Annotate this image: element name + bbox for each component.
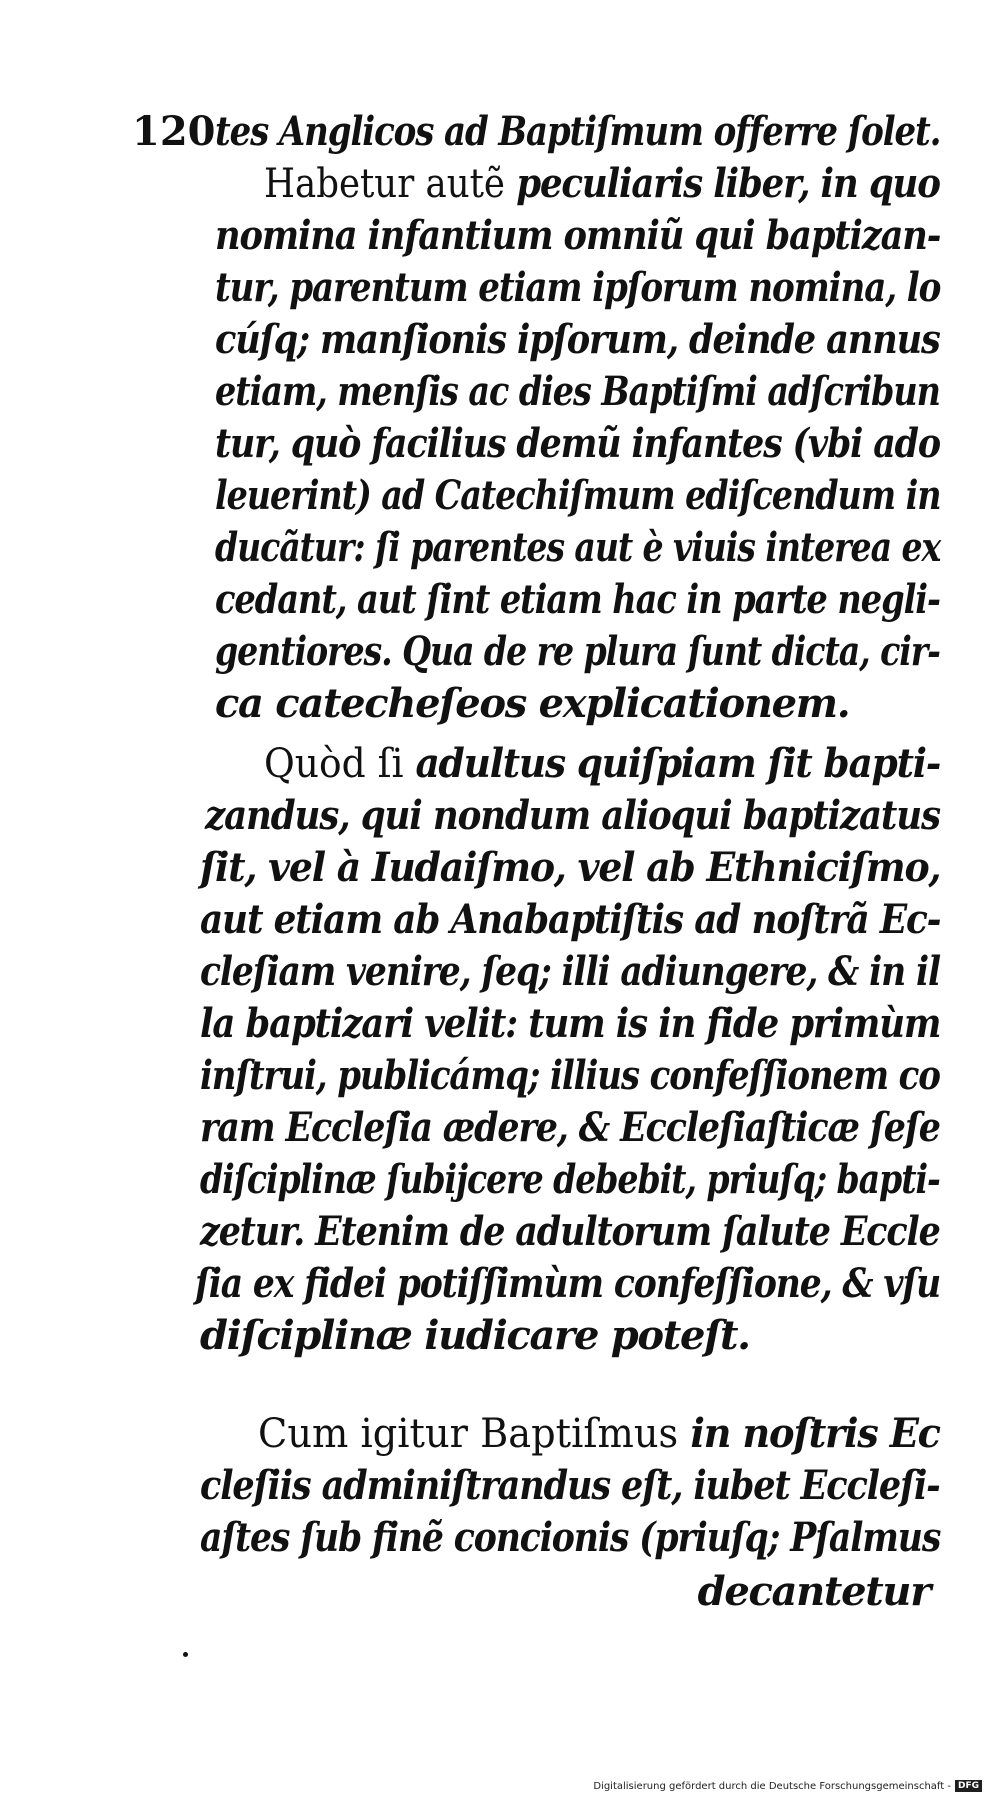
ink-speck (183, 1652, 188, 1657)
paragraph-2-line-12: diſciplinæ iudicare poteſt. (200, 1312, 750, 1359)
paragraph-3-line-1-text: in noſtris Ec (690, 1410, 940, 1457)
paragraph-2-line-11: ſia ex fidei potiſſimùm confeſſione, & vſu (195, 1260, 941, 1307)
digitization-footer (593, 1780, 982, 1792)
dfg-logo: DFG (955, 1780, 982, 1792)
paragraph-1-line-4: cúſq; manſionis ipſorum, deinde annus (215, 316, 940, 363)
paragraph-2-line-1-text: adultus quiſpiam ſit bapti- (415, 740, 941, 787)
paragraph-2-line-8: ram Eccleſia ædere, & Eccleſiaſticæ ſeſe (200, 1104, 940, 1151)
paragraph-2-line-7: inſtrui, publicámq; illius confeſſionem co (200, 1052, 940, 1099)
paragraph-1-line-1 (264, 158, 940, 210)
paragraph-3-line-3: aſtes ſub finẽ concionis (priuſq; Pſalmus (200, 1514, 941, 1561)
paragraph-3-line-2: cleſiis adminiſtrandus eſt, iubet Eccleſi- (200, 1462, 940, 1509)
paragraph-1-line-2: nomina infantium omniũ qui baptizan- (215, 212, 941, 259)
paragraph-2-line-10: zetur. Etenim de adultorum ſalute Eccle (200, 1208, 940, 1255)
paragraph-1-line-6: tur, quò facilius demũ infantes (vbi ado (215, 420, 940, 467)
paragraph-2-line-1 (264, 738, 940, 790)
paragraph-2-roman-start: Quòd ſi (264, 741, 416, 787)
paragraph-1-line-3: tur, parentum etiam ipſorum nomina, lo (215, 264, 941, 311)
paragraph-2-line-3: ſit, vel à Iudaiſmo, vel ab Ethniciſmo, (200, 844, 941, 891)
paragraph-1-line-10: gentiores. Qua de re plura ſunt dicta, cir- (215, 628, 940, 675)
paragraph-1-line-7: leuerint) ad Catechiſmum ediſcendum in (215, 472, 941, 519)
page-number: 120 (132, 108, 216, 155)
paragraph-2-line-9: diſciplinæ ſubijcere debebit, priuſq; bapti- (200, 1156, 940, 1203)
paragraph-1-roman-start: Habetur autẽ (264, 161, 517, 207)
paragraph-2-line-5: cleſiam venire, ſeq; illi adiungere, & in il (200, 948, 940, 995)
paragraph-2-line-2: zandus, qui nondum alioqui baptizatus (205, 792, 940, 839)
catchword: decantetur (697, 1568, 930, 1615)
paragraph-1-line-8: ducãtur: ſi parentes aut è viuis interea ex (215, 524, 941, 571)
paragraph-3-roman-start: Cum igitur Baptiſmus (258, 1411, 691, 1457)
footer-text: Digitalisierung gefördert durch die Deutsche Forschungsgemeinschaft - (593, 1780, 951, 1792)
paragraph-1-line-11: ca catecheſeos explicationem. (215, 680, 850, 727)
paragraph-3-line-1 (258, 1408, 940, 1460)
paragraph-2-line-6: la baptizari velit: tum is in fide primùm (200, 1000, 941, 1047)
header-line: tes Anglicos ad Baptiſmum offerre ſolet. (215, 108, 941, 155)
paragraph-2-line-4: aut etiam ab Anabaptiſtis ad noſtrã Ec- (200, 896, 941, 943)
paragraph-1-line-9: cedant, aut ſint etiam hac in parte negli- (215, 576, 940, 623)
paragraph-1-line-5: etiam, menſis ac dies Baptiſmi adſcribun (215, 368, 940, 415)
paragraph-1-line-1-text: peculiaris liber, in quo (516, 160, 940, 207)
